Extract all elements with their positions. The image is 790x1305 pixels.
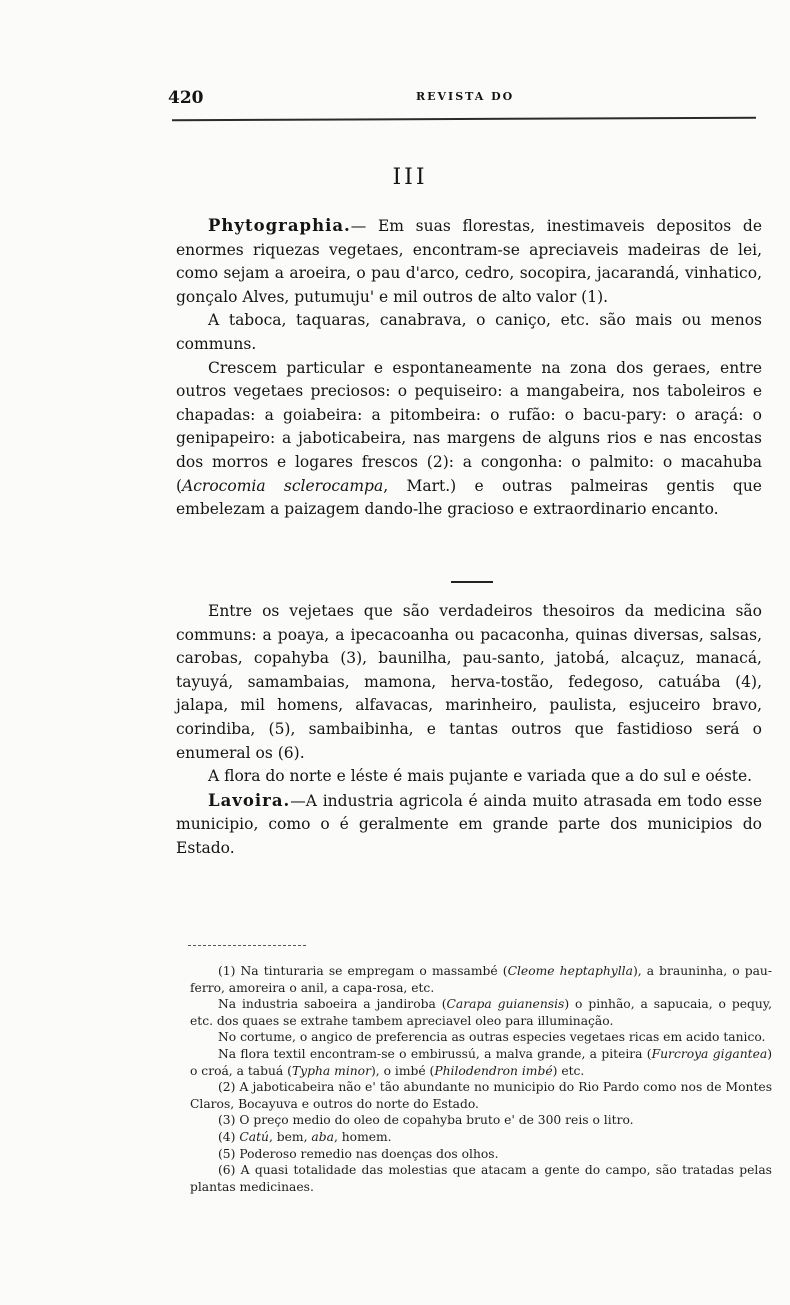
footnotes bbox=[190, 963, 772, 1195]
etymology-term: aba bbox=[311, 1129, 334, 1144]
species-name: Carapa guianensis bbox=[446, 997, 565, 1012]
footnote-1-tanning: No cortume, o angico de preferencia as outras especies vegetaes ricas em acido tanico. bbox=[218, 1030, 766, 1045]
footnote-text: , homem. bbox=[333, 1129, 392, 1144]
geraes-text-before: Crescem particular e espontaneamente na zona dos geraes, entre outros vegetaes preciosos: o pequiseiro: a mangabeira, nos taboleiros e chapadas: a goiabeira: a pitombeira: o rufão: o bacu-pary: o araçá: o genipapeiro: a jaboticabeira, nas margens de alguns rios e nas encostas dos morros e logares frescos (2): a congonha: o palmito: o macahuba ( bbox=[176, 358, 762, 495]
section-divider bbox=[451, 581, 493, 583]
footnote-rule bbox=[188, 945, 306, 946]
footnote-6: (6) A quasi totalidade das molestias que atacam a gente do campo, são tratadas pelas plantas medicinaes. bbox=[190, 1163, 772, 1194]
geraes-paragraph bbox=[176, 357, 762, 522]
lavoira-heading: Lavoira. bbox=[208, 790, 291, 810]
phytographia-text: — Em suas florestas, inestimaveis depositos de enormes riquezas vegetaes, encontram-se apreciaveis madeiras de lei, como sejam a aroeira, o pau d'arco, cedro, socopira, jacarandá, vinhatico, gonçalo Alves, putumuju' e mil outros de alto valor (1). bbox=[176, 217, 762, 306]
footnote-1-dye bbox=[190, 963, 772, 996]
footnote-1-soap bbox=[190, 996, 772, 1029]
species-name: Acrocomia sclerocampa bbox=[182, 476, 384, 495]
species-name: Philodendron imbé bbox=[434, 1063, 553, 1078]
species-name: Typha minor bbox=[291, 1063, 371, 1078]
species-name: Cleome heptaphylla bbox=[507, 964, 633, 978]
phytographia-paragraph bbox=[176, 214, 762, 309]
footnote-text: ), a brauninha, o pau-ferro, amoreira o anil, a capa-rosa, etc. bbox=[190, 964, 772, 995]
footnote-2: (2) A jaboticabeira não e' tão abundante no municipio do Rio Pardo como nos de Montes Claros, Bocayuva e outros do norte do Estado. bbox=[190, 1080, 772, 1111]
species-name: Furcroya gigantea bbox=[651, 1046, 768, 1061]
lavoira-text: —A industria agricola é ainda muito atrasada em todo esse municipio, como o é geralmente em grande parte dos municipios do Estado. bbox=[176, 791, 762, 857]
footnote-text: Na industria saboeira a jandiroba ( bbox=[218, 997, 447, 1012]
footnote-text: , bem, bbox=[268, 1129, 312, 1144]
taboca-paragraph: A taboca, taquaras, canabrava, o caniço, etc. são mais ou menos communs. bbox=[176, 311, 762, 353]
running-header bbox=[168, 88, 758, 110]
footnote-5: (5) Poderoso remedio nas doenças dos olhos. bbox=[218, 1146, 499, 1161]
footnote-text: (1) Na tinturaria se empregam o massambé ( bbox=[218, 964, 508, 978]
running-title: REVISTA DO bbox=[416, 90, 515, 103]
lavoira-paragraph bbox=[176, 789, 762, 861]
phytographia-section bbox=[176, 214, 762, 522]
medicinal-paragraph: Entre os vejetaes que são verdadeiros thesoiros da medicina são communs: a poaya, a ipecacoanha ou pacaconha, quinas diversas, salsas, carobas, copahyba (3), baunilha, pau-santo, jatobá, alcaçuz, manacá, tayuyá, samambaias, mamona, herva-tostão, fedegoso, catuába (4), jalapa, mil homens, alfavacas, marinheiro, paulista, esjuceiro bravo, corindiba, (5), sambaibinha, e tantas outros que fastidioso será o enumeral os (6). bbox=[176, 602, 762, 762]
etymology-term: Catú bbox=[239, 1129, 269, 1144]
footnote-text: ) o croá, a tabuá ( bbox=[190, 1046, 772, 1078]
footnote-text: ), o imbé ( bbox=[370, 1063, 435, 1078]
footnote-1-textile bbox=[190, 1046, 772, 1079]
footnote-3: (3) O preço medio do oleo de copahyba bruto e' de 300 reis o litro. bbox=[218, 1113, 634, 1128]
section-number: III bbox=[392, 165, 428, 190]
footnote-text: ) o pinhão, a sapucaia, o pequy, etc. dos quaes se extrahe tambem apreciavel oleo para illuminação. bbox=[190, 997, 772, 1028]
footnote-text: ) etc. bbox=[552, 1063, 585, 1078]
medicinal-section bbox=[176, 600, 762, 861]
geraes-text-after: , Mart.) e outras palmeiras gentis que embelezam a paizagem dando-lhe gracioso e extraordinario encanto. bbox=[176, 476, 762, 519]
footnote-4 bbox=[190, 1129, 772, 1146]
phytographia-heading: Phytographia. bbox=[208, 216, 351, 235]
page-number: 420 bbox=[168, 88, 204, 108]
flora-paragraph: A flora do norte e léste é mais pujante e variada que a do sul e oéste. bbox=[208, 767, 753, 786]
header-rule bbox=[172, 117, 756, 122]
footnote-text: Na flora textil encontram-se o embirussú, a malva grande, a piteira ( bbox=[218, 1046, 652, 1061]
footnote-text: (4) bbox=[218, 1129, 240, 1144]
